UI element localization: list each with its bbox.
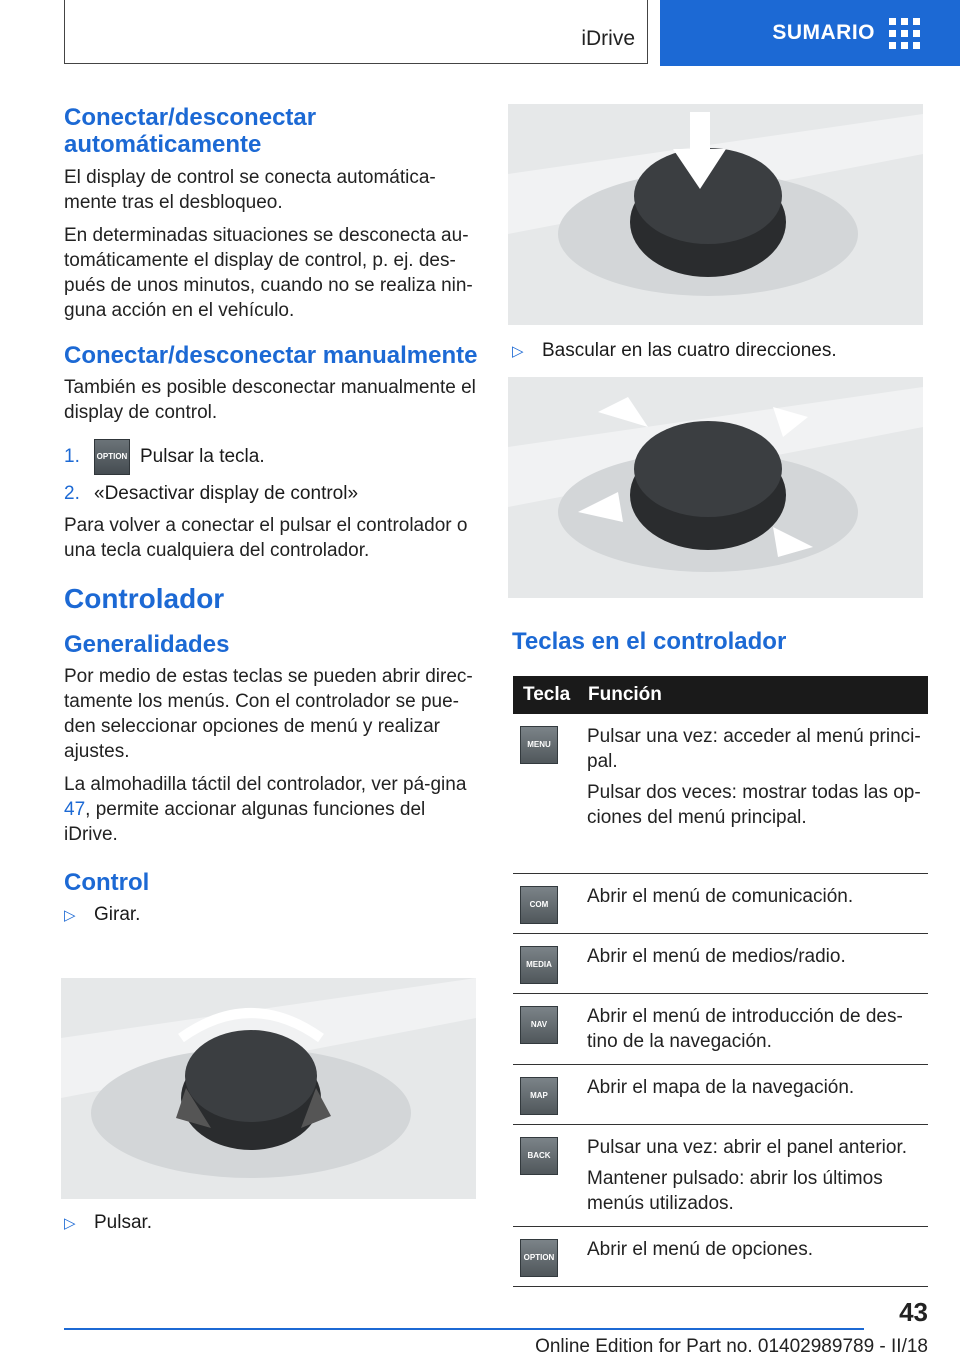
section-title: iDrive	[581, 27, 635, 50]
table-row	[513, 714, 928, 874]
step-1	[64, 439, 479, 475]
function-cell	[587, 934, 928, 993]
bullet-bascular: ▷ Bascular en las cuatro direcciones.	[512, 340, 837, 361]
heading-auto: Conectar/desconectar automáticamente	[64, 104, 317, 158]
key-cell	[513, 714, 587, 873]
page-number: 43	[899, 1297, 928, 1327]
function-cell	[587, 994, 928, 1064]
option-key-icon: OPTION	[94, 439, 130, 475]
para-auto-2: En determinadas situaciones se desconecta au-tomáticamente el display de control, p. ej. des-pués de unos minutos, cuando no se realiza nin-guna acción en el vehículo.	[64, 225, 473, 321]
heading-control: Control	[64, 869, 150, 896]
function-text: Abrir el mapa de la navegación.	[587, 1077, 855, 1098]
key-cell	[513, 994, 587, 1064]
heading-teclas: Teclas en el controlador	[512, 628, 787, 655]
table-row	[513, 934, 928, 994]
table-row	[513, 1227, 928, 1287]
menu-key-icon: MENU	[520, 726, 558, 764]
key-cell	[513, 1125, 587, 1226]
para-touchpad: La almohadilla táctil del controlador, ver pá-gina 47, permite accionar algunas funciones del iDrive.	[64, 774, 467, 845]
para-auto-1: El display de control se conecta automática-mente tras el desbloqueo.	[64, 167, 436, 213]
function-cell	[587, 714, 928, 873]
function-text-2: Pulsar dos veces: mostrar todas las op-ciones del menú principal.	[587, 782, 921, 828]
function-text: Pulsar una vez: abrir el panel anterior.	[587, 1137, 908, 1158]
key-cell	[513, 934, 587, 993]
table-header	[513, 676, 928, 714]
function-cell	[587, 874, 928, 933]
header-bar	[64, 0, 648, 64]
step-2-text: «Desactivar display de control»	[94, 483, 359, 504]
table-row	[513, 1065, 928, 1125]
heading-controlador: Controlador	[64, 583, 225, 614]
para-general: Por medio de estas teclas se pueden abrir direc-tamente los menús. Con el controlador se pue-den seleccionar opciones de menú y realizar ajustes.	[64, 666, 473, 762]
key-cell	[513, 874, 587, 933]
function-cell	[587, 1227, 928, 1286]
triangle-bullet-icon: ▷	[512, 343, 524, 360]
sumario-label: SUMARIO	[772, 21, 875, 44]
step-2-number: 2.	[64, 483, 80, 504]
para-return: Para volver a conectar el pulsar el controlador o una tecla cualquiera del controlador.	[64, 515, 468, 561]
triangle-bullet-icon: ▷	[64, 1215, 76, 1232]
function-text: Abrir el menú de comunicación.	[587, 886, 854, 907]
option-key-icon: OPTION	[520, 1239, 558, 1277]
function-cell	[587, 1125, 928, 1226]
key-cell	[513, 1065, 587, 1124]
back-key-icon: BACK	[520, 1137, 558, 1175]
key-cell	[513, 1227, 587, 1286]
controller-tilt-image	[508, 377, 923, 598]
table-row	[513, 1125, 928, 1227]
media-key-icon: MEDIA	[520, 946, 558, 984]
function-text: Abrir el menú de opciones.	[587, 1239, 814, 1260]
function-text: Pulsar una vez: acceder al menú princi-pal.	[587, 726, 921, 772]
map-key-icon: MAP	[520, 1077, 558, 1115]
bullet-pulsar: ▷ Pulsar.	[64, 1212, 153, 1233]
step-2	[64, 483, 479, 505]
table-row	[513, 874, 928, 934]
keys-table	[513, 676, 928, 1287]
page-link[interactable]: 47	[64, 799, 86, 820]
controller-press-image	[508, 104, 923, 325]
function-text-2: Mantener pulsado: abrir los últimos menús utilizados.	[587, 1168, 883, 1214]
table-row	[513, 994, 928, 1065]
com-key-icon: COM	[520, 886, 558, 924]
grid-icon	[889, 18, 920, 49]
sumario-button[interactable]	[660, 0, 960, 66]
triangle-bullet-icon: ▷	[64, 907, 76, 924]
para-manual: También es posible desconectar manualmente el display de control.	[64, 377, 476, 423]
function-text: Abrir el menú de introducción de des-tino de la navegación.	[587, 1006, 903, 1052]
controller-rotate-image	[61, 978, 476, 1199]
left-column	[64, 104, 479, 926]
function-cell	[587, 1065, 928, 1124]
footer-rule	[64, 1328, 864, 1330]
bullet-girar: ▷ Girar.	[64, 904, 141, 925]
edition-text: Online Edition for Part no. 01402989789 - II/18	[535, 1336, 928, 1357]
nav-key-icon: NAV	[520, 1006, 558, 1044]
step-1-number: 1.	[64, 446, 80, 467]
heading-generalidades: Generalidades	[64, 631, 230, 658]
heading-manual: Conectar/desconectar manualmente	[64, 342, 478, 369]
function-text: Abrir el menú de medios/radio.	[587, 946, 846, 967]
col-funcion: Función	[588, 684, 662, 705]
col-tecla: Tecla	[523, 684, 571, 705]
step-1-text: Pulsar la tecla.	[140, 446, 265, 467]
